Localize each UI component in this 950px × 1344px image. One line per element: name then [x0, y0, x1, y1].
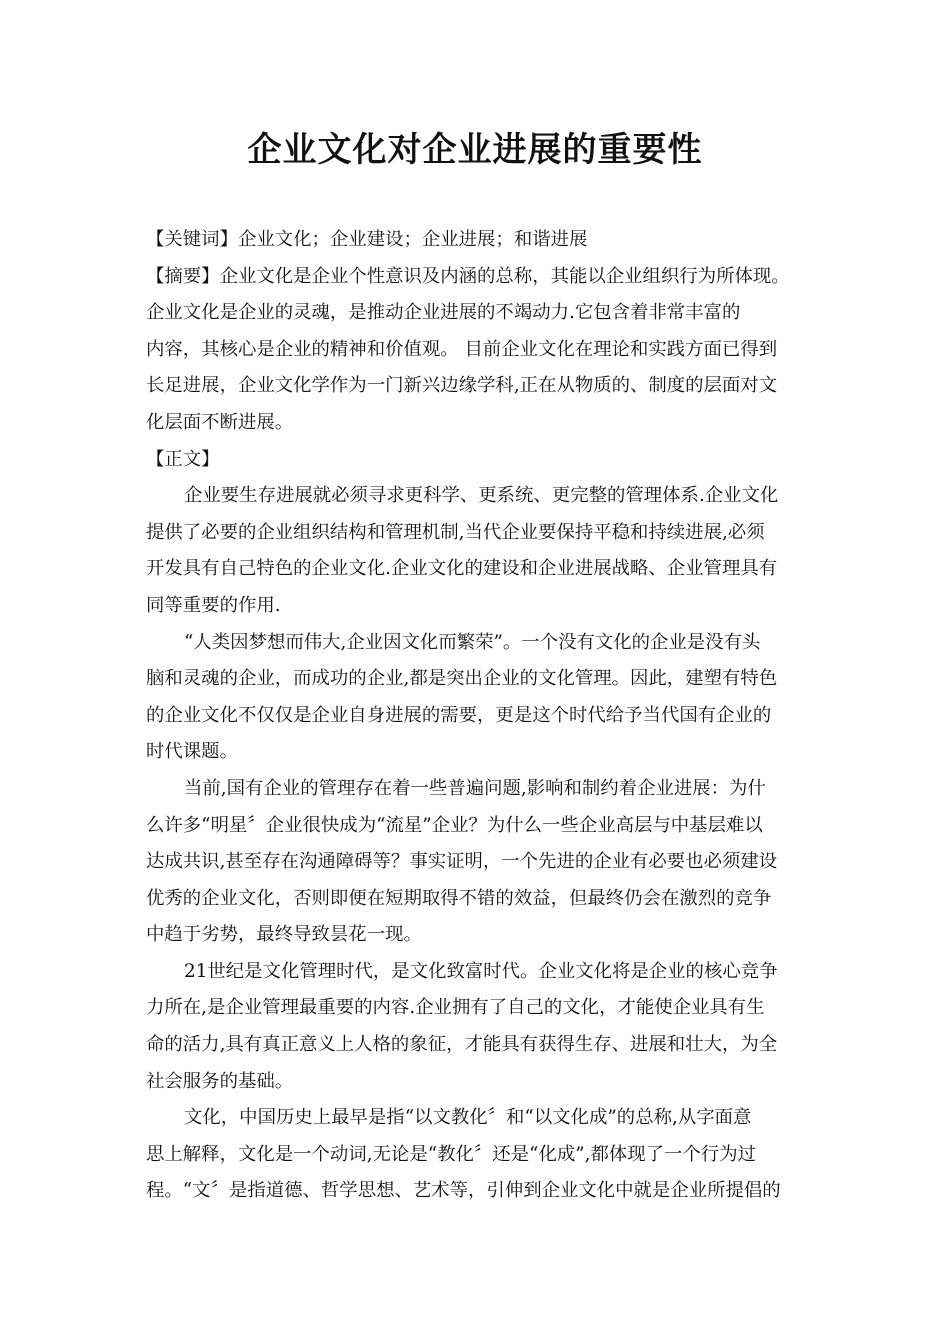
paragraph-line: 同等重要的作用. [146, 594, 281, 616]
paragraph-line: 思上解释，文化是一个动词,无论是“教化〞还是“化成”,都体现了一个行为过 [146, 1143, 757, 1165]
paragraph-line: 的企业文化不仅仅是企业自身进展的需要，更是这个时代给予当代国有企业的 [146, 704, 772, 726]
paragraph-line: 中趋于劣势，最终导致昙花一现。 [146, 924, 422, 946]
abstract-line: 企业文化是企业的灵魂，是推动企业进展的不竭动力.它包含着非常丰富的 [146, 302, 741, 324]
paragraph-line: 社会服务的基础。 [146, 1070, 294, 1092]
paragraph-line: 程。“文〞是指道德、哲学思想、艺术等，引伸到企业文化中就是企业所提倡的 [146, 1180, 781, 1202]
abstract [146, 259, 826, 442]
paragraph-line: 开发具有自己特色的企业文化.企业文化的建设和企业进展战略、企业管理具有 [146, 558, 778, 580]
paragraph-line: 当前,国有企业的管理存在着一些普遍问题,影响和制约着企业进展：为什 [184, 777, 766, 799]
paragraph [146, 954, 826, 1100]
paragraph-line: 脑和灵魂的企业，而成功的企业,都是突出企业的文化管理。因此，建塑有特色 [146, 668, 778, 690]
paragraph-line: 么许多“明星〞企业很快成为“流星”企业？为什么一些企业高层与中基层难以 [146, 814, 763, 836]
paragraph-line: 达成共识,甚至存在沟通障碍等？事实证明，一个先进的企业有必要也必须建设 [146, 851, 778, 873]
keywords-line: 【关键词】企业文化；企业建设；企业进展；和谐进展 [146, 229, 588, 250]
document-body [146, 222, 826, 1210]
paragraph-line: 文化，中国历史上最早是指“以文教化〞和“以文化成”的总称,从字面意 [184, 1107, 752, 1129]
paragraph-line: 企业要生存进展就必须寻求更科学、更系统、更完整的管理体系.企业文化 [184, 485, 779, 507]
paragraph [146, 771, 826, 954]
paragraph-line: “人类因梦想而伟大,企业因文化而繁荣”。一个没有文化的企业是没有头 [184, 631, 761, 653]
paragraph-line: 提供了必要的企业组织结构和管理机制,当代企业要保持平稳和持续进展,必须 [146, 521, 765, 543]
paragraph-line: 21世纪是文化管理时代，是文化致富时代。企业文化将是企业的核心竞争 [184, 960, 778, 982]
paragraph [146, 625, 826, 771]
abstract-line: 【摘要】企业文化是企业个性意识及内涵的总称，其能以企业组织行为所体现。 [146, 265, 790, 287]
abstract-line: 内容，其核心是企业的精神和价值观。 目前企业文化在理论和实践方面已得到 [146, 338, 778, 360]
paragraph-line: 命的活力,具有真正意义上人格的象征，才能具有获得生存、进展和壮大，为全 [146, 1034, 778, 1056]
abstract-line: 长足进展，企业文化学作为一门新兴边缘学科,正在从物质的、制度的层面对文 [146, 375, 778, 397]
paragraph-line: 时代课题。 [146, 741, 238, 763]
abstract-line: 化层面不断进展。 [146, 411, 294, 433]
paragraph [146, 1100, 826, 1210]
paragraph-line: 优秀的企业文化，否则即便在短期取得不错的效益，但最终仍会在激烈的竞争 [146, 887, 772, 909]
paragraph-line: 力所在,是企业管理最重要的内容.企业拥有了自己的文化，才能使企业具有生 [146, 997, 765, 1019]
document-title: 企业文化对企业进展的重要性 [247, 130, 703, 170]
body-heading: 【正文】 [146, 448, 220, 470]
paragraph [146, 478, 826, 624]
